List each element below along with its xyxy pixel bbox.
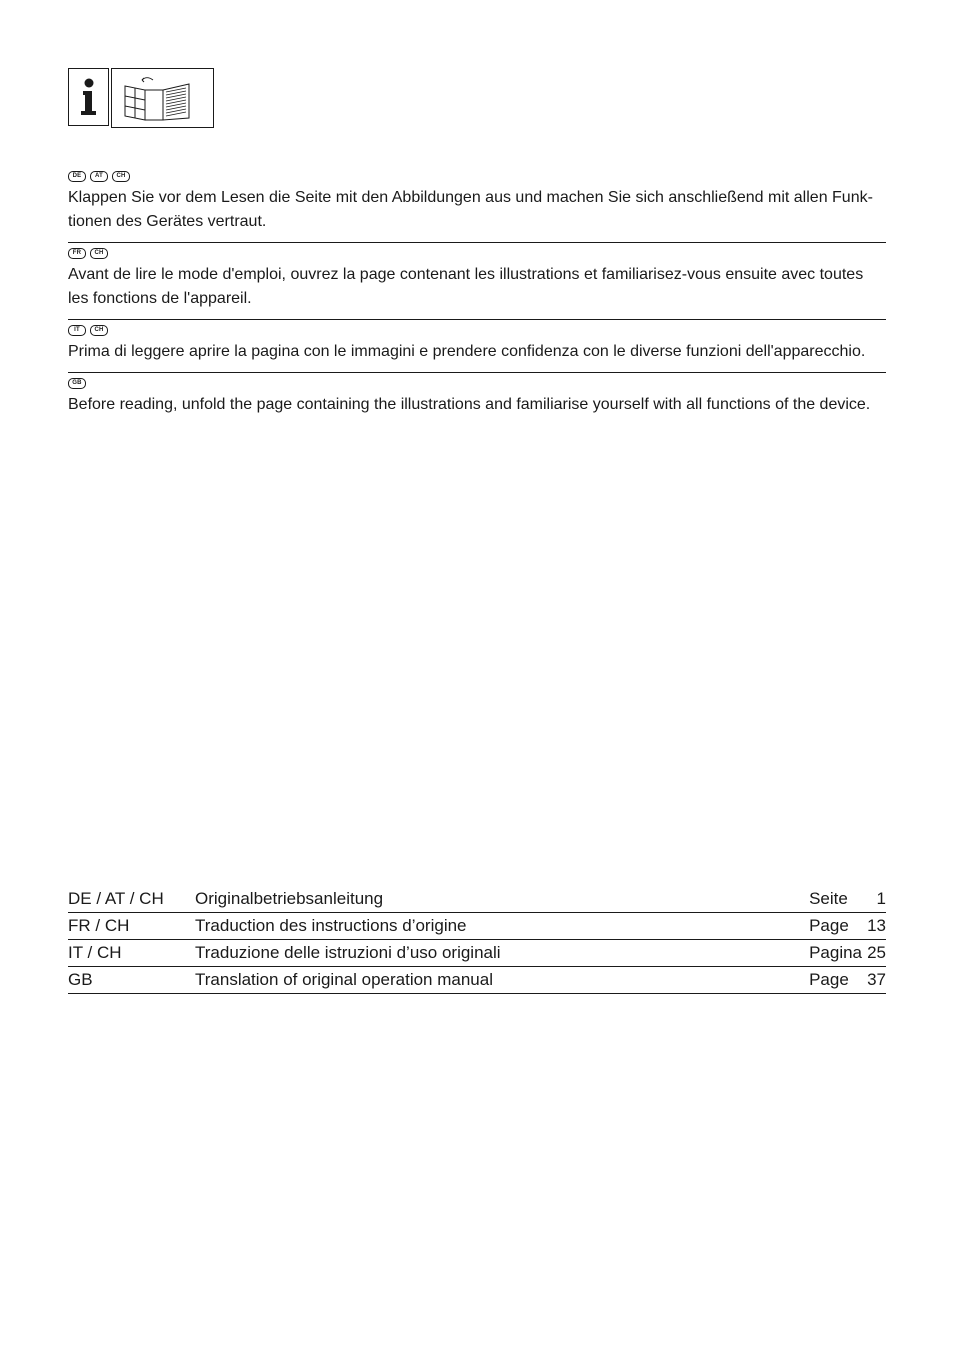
toc-page-word: Page	[809, 916, 849, 935]
toc-page-number: 13	[867, 916, 886, 935]
notice-fr	[68, 242, 886, 319]
toc-page-number: 37	[867, 970, 886, 989]
table-of-contents	[68, 886, 886, 994]
notice-it	[68, 319, 886, 372]
country-badge: DE	[68, 171, 86, 182]
toc-title: Traduzione delle istruzioni d’uso originali	[195, 943, 501, 962]
toc-language: DE / AT / CH	[68, 889, 164, 908]
toc-page-number: 1	[876, 889, 886, 908]
table-row	[68, 913, 886, 940]
toc-page-word: Pagina	[809, 943, 863, 962]
notice-text: Prima di leggere aprire la pagina con le immagini e prendere confidenza con le diverse funzioni dell'apparecchio.	[68, 343, 866, 360]
notice-text: Before reading, unfold the page containing the illustrations and familiarise yourself with all functions of the device.	[68, 396, 871, 413]
country-badge: CH	[90, 325, 108, 336]
country-badge: IT	[68, 325, 86, 336]
info-icon	[68, 68, 109, 126]
country-badges	[68, 170, 886, 182]
toc-language: FR / CH	[68, 916, 130, 935]
toc-page-word: Seite	[809, 889, 848, 908]
toc-language: IT / CH	[68, 943, 122, 962]
toc-title: Translation of original operation manual	[195, 970, 493, 989]
table-row	[68, 967, 886, 994]
language-notices	[68, 168, 886, 425]
country-badge: CH	[90, 248, 108, 259]
notice-text: Avant de lire le mode d'emploi, ouvrez la page contenant les illustrations et familiarisez-vous ensuite avec toutes les fonctions de l'appareil.	[68, 266, 864, 307]
table-row	[68, 886, 886, 913]
toc-title: Traduction des instructions d’origine	[195, 916, 467, 935]
country-badges	[68, 247, 886, 259]
notice-gb	[68, 372, 886, 425]
country-badge: FR	[68, 248, 86, 259]
country-badge: GB	[68, 378, 86, 389]
toc-page-number: 25	[867, 943, 886, 962]
country-badge: CH	[112, 171, 130, 182]
country-badges	[68, 377, 886, 389]
notice-de	[68, 170, 886, 242]
header-icons	[68, 68, 214, 128]
toc-language: GB	[68, 970, 93, 989]
notice-text: Klappen Sie vor dem Lesen die Seite mit den Abbildungen aus und machen Sie sich anschließend mit allen Funk-tionen des Gerätes vertraut.	[68, 189, 873, 230]
table-row	[68, 940, 886, 967]
foldout-pages-icon	[111, 68, 214, 128]
country-badges	[68, 324, 886, 336]
toc-page-word: Page	[809, 970, 849, 989]
country-badge: AT	[90, 171, 108, 182]
toc-title: Originalbetriebsanleitung	[195, 889, 384, 908]
